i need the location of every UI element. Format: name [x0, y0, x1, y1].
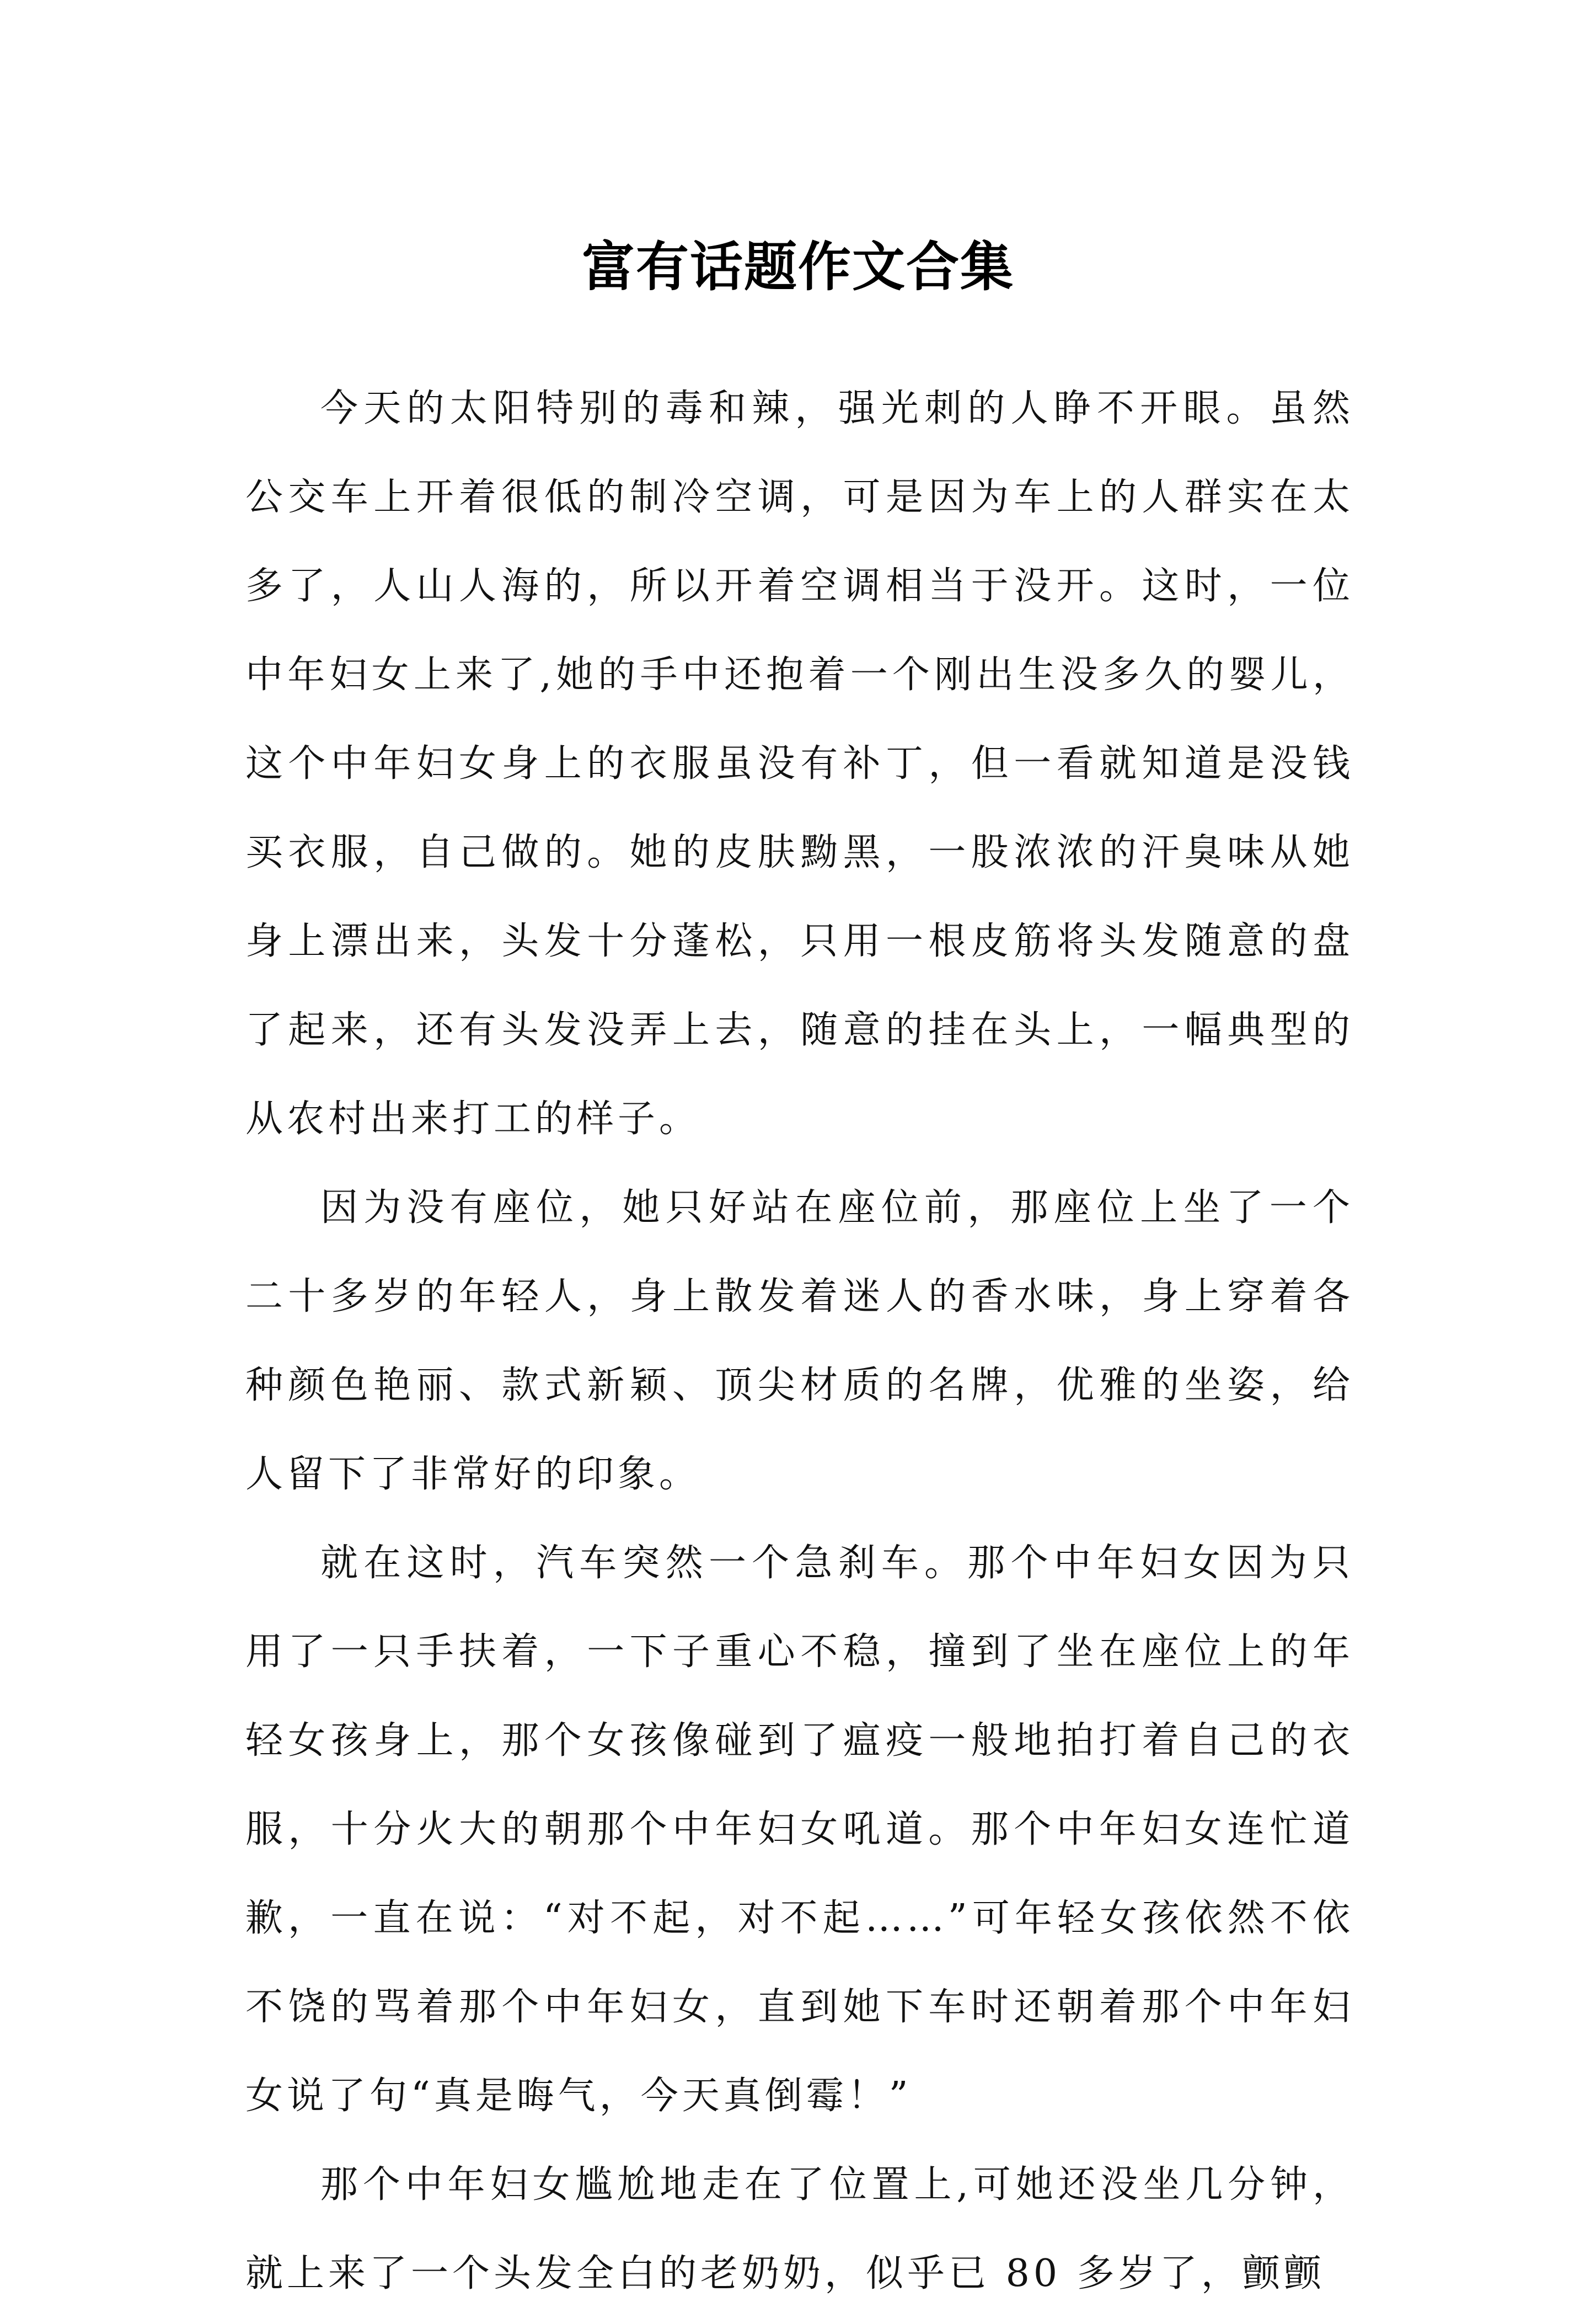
paragraph-2: 因为没有座位，她只好站在座位前，那座位上坐了一个二十多岁的年轻人，身上散发着迷人的香水味，身上穿着各种颜色艳丽、款式新颖、顶尖材质的名牌，优雅的坐姿，给人留下了非常好的印象。	[245, 1186, 1354, 1496]
paragraph-4: 那个中年妇女尴尬地走在了位置上,可她还没坐几分钟，就上来了一个头发全白的老奶奶，似乎已 80 多岁了，颤颤	[245, 2163, 1354, 2295]
document-title: 富有话题作文合集	[582, 236, 1014, 298]
paragraph-1: 今天的太阳特别的毒和辣，强光刺的人睁不开眼。虽然公交车上开着很低的制冷空调，可是因为车上的人群实在太多了，人山人海的，所以开着空调相当于没开。这时，一位中年妇女上来了,她的手中还抱着一个刚出生没多久的婴儿，这个中年妇女身上的衣服虽没有补丁，但一看就知道是没钱买衣服，自己做的。她的皮肤黝黑，一股浓浓的汗臭味从她身上漂出来，头发十分蓬松，只用一根皮筋将头发随意的盘了起来，还有头发没弄上去，随意的挂在头上，一幅典型的从农村出来打工的样子。	[245, 387, 1354, 1141]
document-body	[245, 364, 1354, 2318]
paragraph-3: 就在这时，汽车突然一个急刹车。那个中年妇女因为只用了一只手扶着，一下子重心不稳，撞到了坐在座位上的年轻女孩身上，那个女孩像碰到了瘟疫一般地拍打着自己的衣服，十分火大的朝那个中年妇女吼道。那个中年妇女连忙道歉，一直在说：“对不起，对不起……”可年轻女孩依然不依不饶的骂着那个中年妇女，直到她下车时还朝着那个中年妇女说了句“真是晦气，今天真倒霉！”	[245, 1541, 1354, 2118]
